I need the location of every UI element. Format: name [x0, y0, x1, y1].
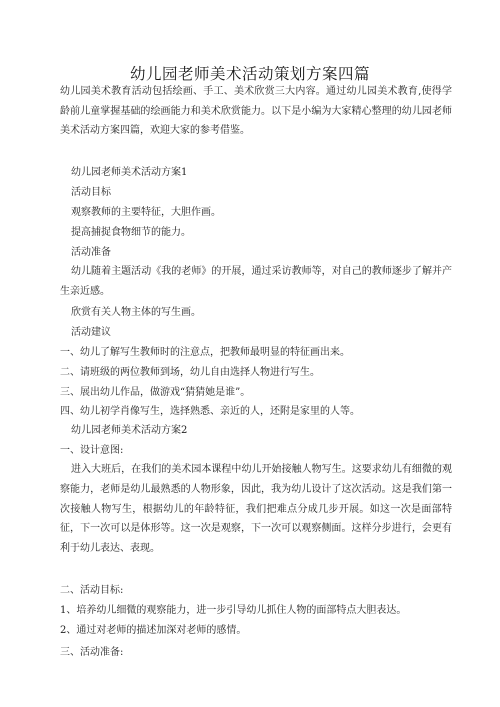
plan1-suggest-3: 三、展出幼儿作品，做游戏“猜猜她是谁”。: [60, 387, 251, 398]
plan2-heading: 幼儿园老师美术活动方案2: [71, 425, 188, 436]
plan1-suggest-4: 四、幼儿初学肖像写生，选择熟悉、亲近的人，还附是家里的人等。: [60, 406, 360, 417]
plan1-suggest-label: 活动建议: [71, 327, 111, 338]
plan2-design-label: 一、设计意图:: [60, 445, 124, 456]
plan2-goal-2: 2、通过对老师的描述加深对老师的感情。: [60, 625, 247, 636]
plan1-prep-1: 幼儿随着主题活动《我的老师》的开展，通过采访教师等，对自己的教师逐步了解并产生亲近感。: [60, 266, 452, 297]
plan1-goal-2: 提高捕捉食物细节的能力。: [71, 227, 191, 238]
plan1-prep-label: 活动准备: [71, 247, 111, 258]
document-title: 幼儿园老师美术活动策划方案四篇: [129, 65, 370, 83]
plan1-goal-1: 观察教师的主要特征，大胆作画。: [71, 207, 221, 218]
plan2-prep-label: 三、活动准备:: [60, 647, 124, 658]
plan1-prep-2: 欣赏有关人物主体的写生画。: [71, 307, 201, 318]
plan1-suggest-2: 二、请班级的两位教师到场，幼儿自由选择人物进行写生。: [60, 367, 320, 378]
plan1-goal-label: 活动目标: [71, 187, 111, 198]
plan2-goal-1: 1、培养幼儿细微的观察能力，进一步引导幼儿抓住人物的面部特点大胆表达。: [60, 605, 407, 616]
intro-paragraph: 幼儿园美术教育活动包括绘画、手工、美术欣赏三大内容。通过幼儿园美术教育,使得学龄前儿童掌握基础的绘画能力和美术欣赏能力。以下是小编为大家精心整理的幼儿园老师美术活动方案四篇，欢迎大家的参考借鉴。: [60, 86, 452, 137]
plan2-goals-label: 二、活动目标:: [60, 585, 124, 596]
plan1-suggest-1: 一、幼儿了解写生教师时的注意点，把教师最明显的特征画出来。: [60, 347, 350, 358]
plan1-heading: 幼儿园老师美术活动方案1: [71, 167, 188, 178]
plan2-design-text: 进入大班后，在我们的美术园本课程中幼儿开始接触人物写生。这要求幼儿有细微的观察能力，老师是幼儿最熟悉的人物形象，因此，我为幼儿设计了这次活动。这是我们第一次接触人物写生，根据幼儿的年龄特征，我们把难点分成几步开展。如这一次是面部特征，下一次可以是体形等。这一次是观察，下一次可以观察侧面。这样分步进行，会更有利于幼儿表达、表现。: [60, 464, 452, 555]
